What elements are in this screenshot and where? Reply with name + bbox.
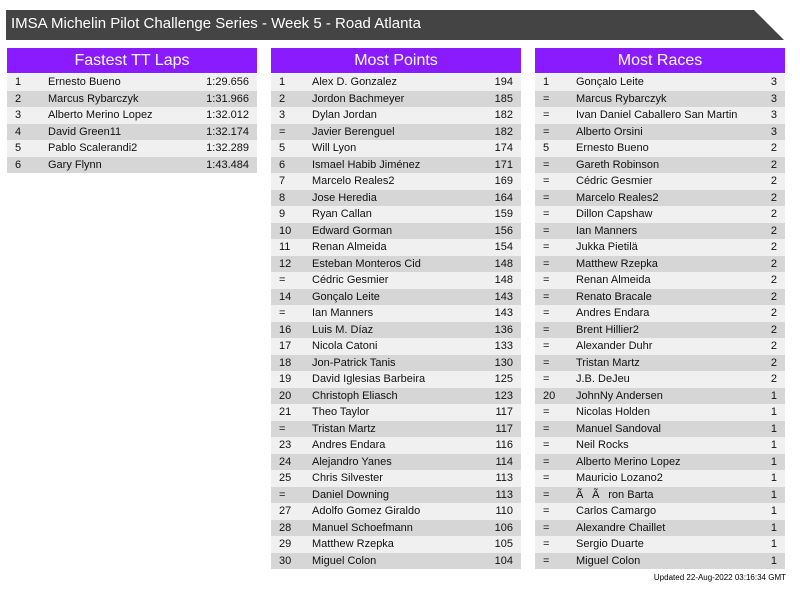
table-row xyxy=(271,173,521,190)
rank-cell: = xyxy=(543,505,550,517)
value-cell: 123 xyxy=(494,389,513,402)
table-row xyxy=(271,206,521,223)
panel-heading: Most Points xyxy=(271,48,521,73)
driver-name-cell: Tristan Martz xyxy=(312,422,376,435)
rank-cell: = xyxy=(279,488,286,501)
rank-cell: = xyxy=(543,323,550,336)
driver-name-cell: Manuel Schoefmann xyxy=(312,521,413,534)
rank-cell: 6 xyxy=(279,158,286,171)
rank-cell: = xyxy=(543,356,550,369)
value-cell: 1:31.966 xyxy=(206,92,249,105)
table-row xyxy=(535,256,785,273)
table-row xyxy=(271,553,521,570)
rank-cell: = xyxy=(543,488,550,501)
driver-name-cell: Mauricio Lozano2 xyxy=(576,472,663,484)
driver-name-cell: Alberto Merino Lopez xyxy=(48,109,153,121)
value-cell: 2 xyxy=(770,290,777,303)
driver-name-cell: Alberto Orsini xyxy=(576,125,643,138)
table-row xyxy=(535,470,785,487)
table-row xyxy=(271,256,521,273)
table-row xyxy=(535,190,785,207)
value-cell: 1:43.484 xyxy=(206,158,249,171)
driver-name-cell: Gonçalo Leite xyxy=(576,76,644,88)
rank-cell: 12 xyxy=(279,257,292,270)
driver-name-cell: Cédric Gesmier xyxy=(576,175,653,187)
rank-cell: 14 xyxy=(279,290,292,303)
table-row xyxy=(535,437,785,454)
rank-cell: 11 xyxy=(279,241,291,253)
value-cell: 1 xyxy=(770,455,777,468)
driver-name-cell: Miguel Colon xyxy=(576,554,641,567)
value-cell: 2 xyxy=(770,340,777,352)
value-cell: 110 xyxy=(495,505,513,517)
driver-name-cell: Ivan Daniel Caballero San Martin xyxy=(576,109,738,121)
value-cell: 3 xyxy=(770,92,777,105)
rank-cell: = xyxy=(543,175,550,187)
rank-cell: = xyxy=(543,554,550,567)
table-row xyxy=(271,388,521,405)
value-cell: 154 xyxy=(494,241,513,253)
driver-name-cell: Gary Flynn xyxy=(48,158,102,171)
rank-cell: = xyxy=(543,92,550,105)
value-cell: 125 xyxy=(494,373,513,385)
value-cell: 1:32.012 xyxy=(206,109,249,121)
rank-cell: = xyxy=(543,373,550,385)
driver-name-cell: Ernesto Bueno xyxy=(48,76,121,88)
driver-name-cell: Ian Manners xyxy=(576,224,638,237)
value-cell: 185 xyxy=(494,92,513,105)
leaderboard-list xyxy=(7,74,257,173)
driver-name-cell: Pablo Scalerandi2 xyxy=(48,142,138,154)
driver-name-cell: Dylan Jordan xyxy=(312,109,377,121)
driver-name-cell: David Green11 xyxy=(48,125,122,138)
table-row xyxy=(271,437,521,454)
driver-name-cell: Cédric Gesmier xyxy=(312,274,389,286)
driver-name-cell: Ismael Habib Jiménez xyxy=(312,158,421,171)
driver-name-cell: Renan Almeida xyxy=(576,274,651,286)
value-cell: 159 xyxy=(494,208,513,220)
table-row xyxy=(535,404,785,421)
rank-cell: 5 xyxy=(279,142,286,154)
value-cell: 104 xyxy=(494,554,513,567)
table-row xyxy=(271,289,521,306)
value-cell: 2 xyxy=(770,191,777,204)
rank-cell: 4 xyxy=(15,125,22,138)
rank-cell: 16 xyxy=(279,323,292,336)
driver-name-cell: Sergio Duarte xyxy=(576,538,644,550)
rank-cell: 9 xyxy=(279,208,286,220)
rank-cell: 5 xyxy=(543,142,550,154)
driver-name-cell: Gareth Robinson xyxy=(576,158,660,171)
value-cell: 2 xyxy=(770,158,777,171)
table-row xyxy=(535,371,785,388)
value-cell: 1 xyxy=(770,538,777,550)
value-cell: 171 xyxy=(494,158,513,171)
driver-name-cell: Andres Endara xyxy=(312,439,386,451)
driver-name-cell: Javier Berenguel xyxy=(312,125,395,138)
value-cell: 3 xyxy=(770,109,777,121)
rank-cell: 2 xyxy=(15,92,22,105)
table-row xyxy=(271,454,521,471)
table-row xyxy=(271,107,521,124)
table-row xyxy=(271,124,521,141)
leaderboard-list xyxy=(271,74,521,569)
value-cell: 117 xyxy=(495,406,513,418)
value-cell: 1 xyxy=(770,488,777,501)
value-cell: 2 xyxy=(770,274,777,286)
table-row xyxy=(271,157,521,174)
rank-cell: 5 xyxy=(15,142,22,154)
driver-name-cell: Renato Bracale xyxy=(576,290,652,303)
value-cell: 3 xyxy=(770,125,777,138)
driver-name-cell: Marcelo Reales2 xyxy=(576,191,659,204)
rank-cell: 3 xyxy=(15,109,22,121)
panel-heading: Fastest TT Laps xyxy=(7,48,257,73)
rank-cell: 25 xyxy=(279,472,292,484)
rank-cell: = xyxy=(279,422,286,435)
table-row xyxy=(535,157,785,174)
rank-cell: 28 xyxy=(279,521,292,534)
table-row xyxy=(535,322,785,339)
driver-name-cell: David Iglesias Barbeira xyxy=(312,373,426,385)
value-cell: 156 xyxy=(494,224,513,237)
rank-cell: = xyxy=(543,274,550,286)
driver-name-cell: Jukka Pietilä xyxy=(576,241,638,253)
table-row xyxy=(271,371,521,388)
table-row xyxy=(535,107,785,124)
value-cell: 148 xyxy=(494,274,513,286)
table-row xyxy=(535,124,785,141)
rank-cell: = xyxy=(543,521,550,534)
value-cell: 1 xyxy=(770,389,777,402)
updated-timestamp: Updated 22-Aug-2022 03:16:34 GMT xyxy=(653,573,786,582)
driver-name-cell: JohnNy Andersen xyxy=(576,389,663,402)
driver-name-cell: Luis M. Díaz xyxy=(312,323,374,336)
value-cell: 174 xyxy=(494,142,513,154)
value-cell: 2 xyxy=(770,323,777,336)
table-row xyxy=(271,322,521,339)
table-row xyxy=(535,536,785,553)
driver-name-cell: Brent Hillier2 xyxy=(576,323,639,336)
table-row xyxy=(271,239,521,256)
driver-name-cell: Renan Almeida xyxy=(312,241,387,253)
driver-name-cell: Adolfo Gomez Giraldo xyxy=(312,505,421,517)
rank-cell: = xyxy=(543,439,550,451)
table-row xyxy=(535,173,785,190)
rank-cell: = xyxy=(543,208,550,220)
rank-cell: 19 xyxy=(279,373,292,385)
driver-name-cell: Alberto Merino Lopez xyxy=(576,455,681,468)
rank-cell: 8 xyxy=(279,191,286,204)
value-cell: 148 xyxy=(494,257,513,270)
table-row xyxy=(271,520,521,537)
table-row xyxy=(271,355,521,372)
table-row xyxy=(535,91,785,108)
value-cell: 116 xyxy=(495,439,513,451)
rank-cell: 21 xyxy=(279,406,292,418)
table-row xyxy=(7,157,257,174)
fastest-tt-laps-panel xyxy=(7,48,257,173)
table-row xyxy=(535,338,785,355)
rank-cell: 24 xyxy=(279,455,292,468)
table-row xyxy=(535,305,785,322)
driver-name-cell: Tristan Martz xyxy=(576,356,640,369)
driver-name-cell: Theo Taylor xyxy=(312,406,370,418)
value-cell: 1 xyxy=(770,439,777,451)
value-cell: 2 xyxy=(770,257,777,270)
table-row xyxy=(271,421,521,438)
driver-name-cell: Esteban Monteros Cid xyxy=(312,257,421,270)
value-cell: 2 xyxy=(770,175,777,187)
page-title: IMSA Michelin Pilot Challenge Series - Week 5 - Road Atlanta xyxy=(11,15,421,32)
rank-cell: = xyxy=(279,125,286,138)
driver-name-cell: Chris Silvester xyxy=(312,472,383,484)
rank-cell: = xyxy=(543,125,550,138)
rank-cell: = xyxy=(543,290,550,303)
rank-cell: = xyxy=(543,158,550,171)
table-row xyxy=(271,223,521,240)
table-row xyxy=(7,140,257,157)
value-cell: 169 xyxy=(494,175,513,187)
driver-name-cell: Alexandre Chaillet xyxy=(576,521,666,534)
rank-cell: = xyxy=(543,191,550,204)
value-cell: 1 xyxy=(770,406,777,418)
driver-name-cell: Neil Rocks xyxy=(576,439,629,451)
value-cell: 136 xyxy=(494,323,513,336)
table-row xyxy=(271,74,521,91)
table-row xyxy=(535,421,785,438)
rank-cell: = xyxy=(279,307,286,319)
table-row xyxy=(535,454,785,471)
value-cell: 2 xyxy=(770,224,777,237)
table-row xyxy=(535,388,785,405)
rank-cell: = xyxy=(279,274,286,286)
table-row xyxy=(271,487,521,504)
driver-name-cell: Nicolas Holden xyxy=(576,406,650,418)
value-cell: 3 xyxy=(770,76,777,88)
value-cell: 1:29.656 xyxy=(206,76,249,88)
table-row xyxy=(7,124,257,141)
rank-cell: 20 xyxy=(279,389,292,402)
rank-cell: 1 xyxy=(543,76,550,88)
value-cell: 1 xyxy=(770,472,777,484)
driver-name-cell: Matthew Rzepka xyxy=(576,257,658,270)
driver-name-cell: Christoph Eliasch xyxy=(312,389,398,402)
table-row xyxy=(535,223,785,240)
driver-name-cell: J.B. DeJeu xyxy=(576,373,630,385)
value-cell: 1 xyxy=(770,554,777,567)
most-points-panel xyxy=(271,48,521,569)
table-row xyxy=(535,553,785,570)
title-bar xyxy=(6,10,784,40)
rank-cell: = xyxy=(543,224,550,237)
table-row xyxy=(7,107,257,124)
value-cell: 164 xyxy=(494,191,513,204)
rank-cell: 20 xyxy=(543,389,556,402)
value-cell: 106 xyxy=(494,521,513,534)
rank-cell: 10 xyxy=(279,224,292,237)
rank-cell: = xyxy=(543,406,550,418)
driver-name-cell: Alejandro Yanes xyxy=(312,455,392,468)
table-row xyxy=(535,239,785,256)
table-row xyxy=(271,190,521,207)
rank-cell: 6 xyxy=(15,158,22,171)
driver-name-cell: Miguel Colon xyxy=(312,554,377,567)
driver-name-cell: Marcus Rybarczyk xyxy=(576,92,667,105)
table-row xyxy=(271,272,521,289)
value-cell: 182 xyxy=(494,109,513,121)
value-cell: 1 xyxy=(770,505,777,517)
value-cell: 117 xyxy=(495,422,513,435)
rank-cell: 3 xyxy=(279,109,286,121)
value-cell: 114 xyxy=(495,455,513,468)
driver-name-cell: ÃÃron Barta xyxy=(576,488,654,501)
table-row xyxy=(535,289,785,306)
panel-heading: Most Races xyxy=(535,48,785,73)
rank-cell: 18 xyxy=(279,356,292,369)
driver-name-cell: Jon-Patrick Tanis xyxy=(312,356,396,369)
rank-cell: 29 xyxy=(279,538,292,550)
value-cell: 143 xyxy=(494,290,513,303)
table-row xyxy=(271,305,521,322)
driver-name-cell: Daniel Downing xyxy=(312,488,390,501)
value-cell: 1 xyxy=(770,422,777,435)
driver-name-cell: Dillon Capshaw xyxy=(576,208,653,220)
rank-cell: = xyxy=(543,422,550,435)
driver-name-cell: Ernesto Bueno xyxy=(576,142,649,154)
table-row xyxy=(535,206,785,223)
driver-name-cell: Ryan Callan xyxy=(312,208,372,220)
value-cell: 2 xyxy=(770,356,777,369)
value-cell: 1:32.289 xyxy=(206,142,249,154)
table-row xyxy=(535,520,785,537)
value-cell: 1 xyxy=(770,521,777,534)
value-cell: 2 xyxy=(770,142,777,154)
rank-cell: = xyxy=(543,109,550,121)
table-row xyxy=(271,338,521,355)
most-races-panel xyxy=(535,48,785,569)
driver-name-cell: Marcus Rybarczyk xyxy=(48,92,139,105)
rank-cell: 1 xyxy=(279,76,286,88)
rank-cell: 23 xyxy=(279,439,292,451)
rank-cell: 27 xyxy=(279,505,292,517)
table-row xyxy=(271,470,521,487)
driver-name-cell: Ian Manners xyxy=(312,307,374,319)
driver-name-cell: Jordon Bachmeyer xyxy=(312,92,405,105)
leaderboard-list xyxy=(535,74,785,569)
value-cell: 133 xyxy=(494,340,513,352)
table-row xyxy=(535,272,785,289)
driver-name-cell: Andres Endara xyxy=(576,307,650,319)
driver-name-cell: Manuel Sandoval xyxy=(576,422,662,435)
value-cell: 105 xyxy=(494,538,513,550)
driver-name-cell: Nicola Catoni xyxy=(312,340,378,352)
table-row xyxy=(7,91,257,108)
value-cell: 182 xyxy=(494,125,513,138)
driver-name-cell: Jose Heredia xyxy=(312,191,377,204)
driver-name-cell: Alex D. Gonzalez xyxy=(312,76,397,88)
rank-cell: = xyxy=(543,538,550,550)
table-row xyxy=(535,503,785,520)
driver-name-cell: Matthew Rzepka xyxy=(312,538,394,550)
table-row xyxy=(271,536,521,553)
rank-cell: 30 xyxy=(279,554,292,567)
value-cell: 130 xyxy=(494,356,513,369)
driver-name-cell: Marcelo Reales2 xyxy=(312,175,395,187)
rank-cell: = xyxy=(543,241,550,253)
value-cell: 194 xyxy=(494,76,513,88)
value-cell: 143 xyxy=(494,307,513,319)
value-cell: 2 xyxy=(770,307,777,319)
rank-cell: = xyxy=(543,257,550,270)
rank-cell: 2 xyxy=(279,92,286,105)
table-row xyxy=(271,404,521,421)
value-cell: 1:32.174 xyxy=(206,125,249,138)
table-row xyxy=(271,503,521,520)
driver-name-cell: Gonçalo Leite xyxy=(312,290,380,303)
rank-cell: 1 xyxy=(15,76,22,88)
table-row xyxy=(7,74,257,91)
table-row xyxy=(271,140,521,157)
table-row xyxy=(535,74,785,91)
rank-cell: 7 xyxy=(279,175,286,187)
rank-cell: = xyxy=(543,307,550,319)
table-row xyxy=(271,91,521,108)
table-row xyxy=(535,355,785,372)
value-cell: 113 xyxy=(495,472,513,484)
value-cell: 2 xyxy=(770,208,777,220)
value-cell: 113 xyxy=(495,488,513,501)
driver-name-cell: Carlos Camargo xyxy=(576,505,657,517)
rank-cell: 17 xyxy=(279,340,292,352)
rank-cell: = xyxy=(543,472,550,484)
driver-name-cell: Will Lyon xyxy=(312,142,357,154)
value-cell: 2 xyxy=(770,373,777,385)
table-row xyxy=(535,140,785,157)
table-row xyxy=(535,487,785,504)
rank-cell: = xyxy=(543,455,550,468)
value-cell: 2 xyxy=(770,241,777,253)
rank-cell: = xyxy=(543,340,550,352)
driver-name-cell: Alexander Duhr xyxy=(576,340,653,352)
driver-name-cell: Edward Gorman xyxy=(312,224,393,237)
